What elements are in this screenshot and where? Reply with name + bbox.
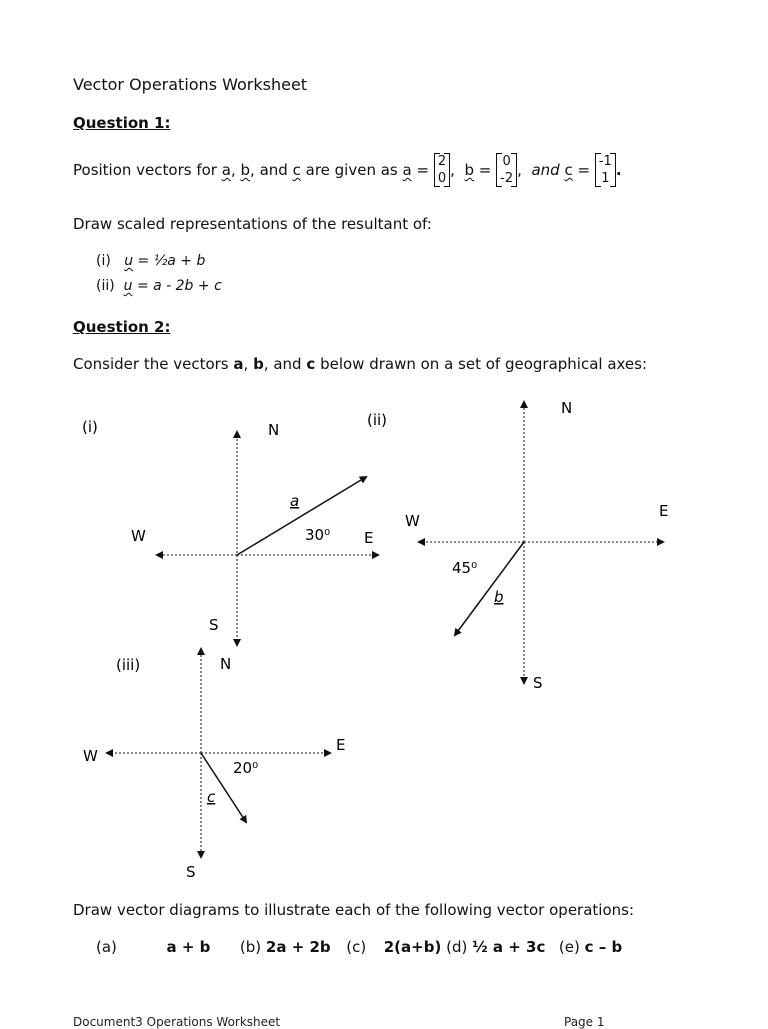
vector-c-x: -1 [598, 154, 612, 169]
angle-30-label: 30⁰ [305, 526, 331, 544]
q2-vector-c: c [306, 355, 316, 373]
q1-and-italic: and [531, 161, 560, 179]
diagram-iii-label: (iii) [116, 656, 141, 674]
op-label: (b) [239, 938, 262, 956]
diagram-ii-label: (ii) [367, 411, 388, 429]
op-label: (e) [558, 938, 580, 956]
vector-a-label: a [290, 492, 300, 510]
q1-item-ii [96, 278, 222, 294]
vector-a-symbol: a [402, 161, 412, 179]
question-2-heading: Question 2: [73, 318, 171, 336]
q1-instruction: Draw scaled representations of the resultant of: [73, 215, 432, 233]
q2-intro: Consider the vectors a, b, and c below drawn on a set of geographical axes: [73, 355, 648, 373]
comma: , [517, 161, 522, 179]
q2-intro-post: below drawn on a set of geographical axes: [320, 355, 648, 373]
op-label: (c) [346, 938, 367, 956]
west-label: W [405, 512, 420, 530]
q2-instruction: Draw vector diagrams to illustrate each of the following vector operations: [73, 901, 635, 919]
vector-a-name: a [221, 161, 231, 179]
page-title: Vector Operations Worksheet [73, 75, 308, 94]
q2-intro-pre: Consider the vectors [73, 355, 229, 373]
item-label: (ii) [96, 278, 115, 294]
vector-c-label: c [207, 788, 216, 806]
angle-20-label: 20⁰ [233, 759, 259, 777]
q1-intro: Position vectors for [73, 161, 217, 179]
diagram-iii [83, 649, 345, 881]
vector-b-label: b [494, 588, 504, 606]
vector-a-y: 0 [437, 171, 447, 186]
vector-c-name: c [292, 161, 301, 179]
question-1-heading: Question 1: [73, 114, 171, 132]
op-expr: a + b [166, 938, 211, 956]
south-label: S [186, 863, 196, 881]
diagram-i-label: (i) [82, 418, 98, 436]
q2-vector-a: a [233, 355, 244, 373]
op-expr: 2(a+b) [383, 938, 442, 956]
item-lhs: u [123, 278, 133, 294]
op-label: (a) [96, 938, 117, 956]
vector-a-x: 2 [437, 154, 447, 169]
item-rhs: = ½a + b [137, 253, 206, 269]
vector-a-matrix [434, 153, 450, 187]
q1-position-vectors-line: Position vectors for a , b , and c are given as a = 2 0 , b = 0 -2 , and c = -1 1 . [73, 154, 622, 186]
footer-page-number: Page 1 [564, 1015, 605, 1029]
op-expr: c – b [584, 938, 623, 956]
equals-sign: = [478, 161, 492, 179]
north-label: N [561, 399, 573, 417]
q2-operations [96, 938, 622, 956]
east-label: E [364, 529, 374, 547]
north-label: N [220, 655, 232, 673]
q1-given-as: are given as [305, 161, 398, 179]
south-label: S [209, 616, 219, 634]
north-label: N [268, 421, 280, 439]
vector-c-matrix [595, 153, 616, 187]
diagram-i [82, 418, 378, 645]
item-rhs: = a - 2b + c [136, 278, 222, 294]
geographical-axes-diagrams [0, 390, 768, 890]
item-label: (i) [96, 253, 111, 269]
west-label: W [131, 527, 146, 545]
vector-c-symbol: c [564, 161, 573, 179]
equals-sign: = [577, 161, 591, 179]
footer-left: Document3 Operations Worksheet [73, 1015, 281, 1029]
comma: , [450, 161, 455, 179]
east-label: E [659, 502, 669, 520]
op-expr: 2a + 2b [265, 938, 331, 956]
op-expr: ½ a + 3c [472, 938, 546, 956]
op-label: (d) [446, 938, 468, 956]
equals-sign: = [416, 161, 430, 179]
vector-b-x: 0 [502, 154, 511, 169]
diagram-ii [367, 399, 668, 692]
vector-b-name: b [240, 161, 251, 179]
west-label: W [83, 747, 98, 765]
angle-45-label: 45⁰ [452, 559, 478, 577]
vector-b-y: -2 [500, 171, 514, 186]
q1-item-i [96, 253, 205, 269]
south-label: S [533, 674, 543, 692]
vector-c-y: 1 [601, 171, 610, 186]
vector-b-arrow [455, 542, 524, 635]
q1-and: and [259, 161, 288, 179]
vector-b-symbol: b [464, 161, 474, 179]
vector-b-matrix [496, 153, 517, 187]
q2-intro-and: and [273, 355, 302, 373]
q2-vector-b: b [253, 355, 264, 373]
east-label: E [336, 736, 346, 754]
vector-a-arrow [237, 477, 366, 555]
item-lhs: u [124, 253, 134, 269]
